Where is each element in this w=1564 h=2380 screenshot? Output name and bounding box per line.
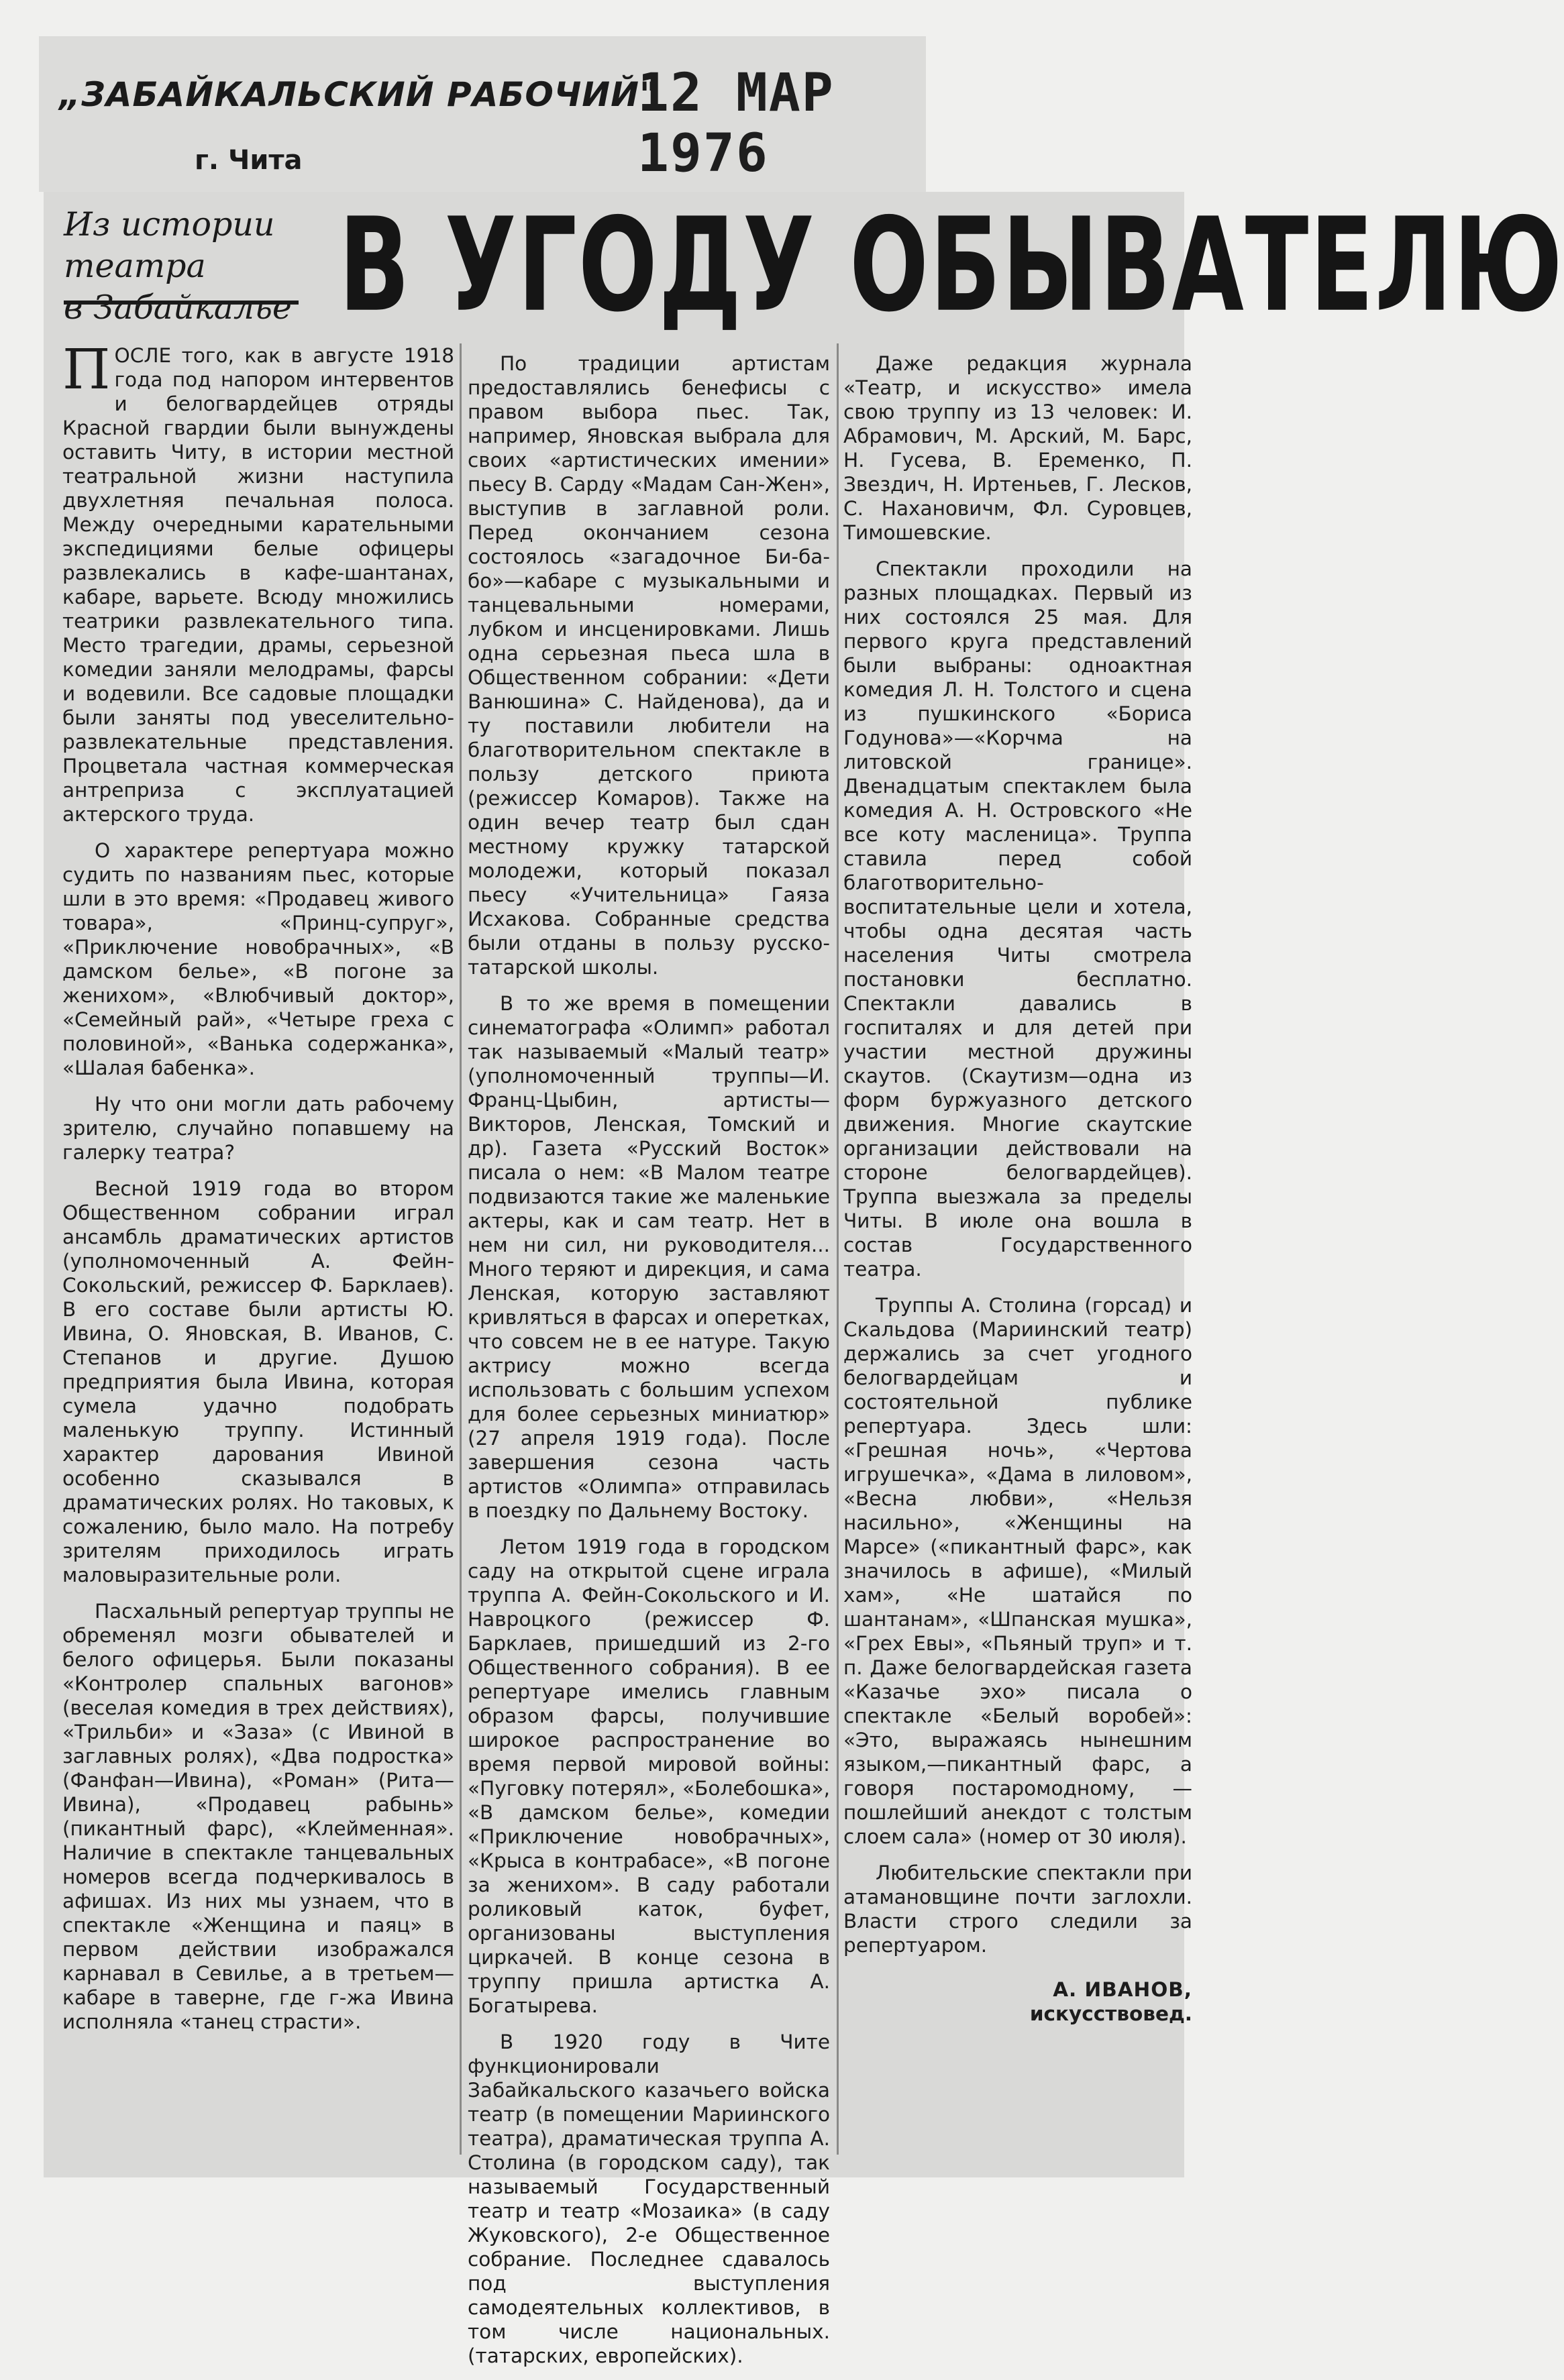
rubric (64, 204, 319, 329)
paragraph-5: Пасхальный репертуар труппы не обременял мозги обывателей и белого офицерья. Были показаны «Контролер спальных вагонов» (веселая комедия в трех действиях), «Трильби» и «Заза» (с Ивиной в заглавных ролях), «Два подростка» (Фанфан—Ивина), «Роман» (Рита—Ивина), «Продавец рабынь» (пикантный фарс), «Клейменная». Наличие в спектакле танцевальных номеров всегда подчеркивалось в афишах. Из них мы узнаем, что в спектакле «Женщина и паяц» в первом действии изображался карнавал в Севилье, а в третьем—кабаре в таверне, где г-жа Ивина исполняла «танец страсти». (62, 1600, 454, 2033)
newspaper-city: г. Чита (195, 145, 303, 176)
rubric-line-2: в Забайкалье (64, 288, 292, 327)
author-title: искусствовед. (1029, 2002, 1192, 2025)
article-column-2 (468, 351, 830, 2380)
masthead-clipping (39, 36, 926, 192)
paragraph-3: Ну что они могли дать рабочему зрителю, случайно попавшему на галерку театра? (62, 1093, 454, 1164)
paragraph-6: По традиции артистам предоставлялись бенефисы с правом выбора пьес. Так, например, Яновская выбрала для своих «артистических имении» пьесу В. Сарду «Мадам Сан-Жен», выступив в заглавной роли. Перед окончанием сезона состоялось «загадочное Би-ба-бо»—кабаре с музыкальными и танцевальными номерами, лубком и инсценировками. Лишь одна серьезная пьеса шла в Общественном собрании: «Дети Ванюшина» С. Найденова), да и ту поставили любители на благотворительном спектакле в пользу детского приюта (режиссер Комаров). Также на один вечер театр был сдан местному кружку татарской молодежи, который показал пьесу «Учительница» Гаяза Исхакова. Собранные средства были отданы в пользу русско-татарской школы. (468, 352, 830, 979)
paragraph-10: Даже редакция журнала «Театр, и искусство» имела свою труппу из 13 человек: И. Абрамович, М. Арский, М. Барс, Н. Гусева, В. Еременко, П. Звездич, Н. Иртеньев, Г. Лесков, С. Нахановичм, Фл. Суровцев, Тимошевские. (843, 352, 1192, 544)
paragraph-11: Спектакли проходили на разных площадках. Первый из них состоялся 25 мая. Для первого круга представлений были выбраны: одноактная комедия Л. Н. Толстого и сцена из пушкинского «Бориса Годунова»—«Корчма на литовской границе». Двенадцатым спектаклем была комедия А. Н. Островского «Не все коту масленица». Труппа ставила перед собой благотворительно-воспитательные цели и хотела, чтобы одна десятая часть населения Читы смотрела постановки бесплатно. Спектакли давались в госпиталях и для детей при участии местной дружины скаутов. (Скаутизм—одна из форм буржуазного детского движения. Многие скаутские организации действовали на стороне белогвардейцев). Труппа выезжала за пределы Читы. В июле она вошла в состав Государственного театра. (843, 557, 1192, 1281)
paragraph-2: О характере репертуара можно судить по названиям пьес, которые шли в это время: «Продавец живого товара», «Принц-супруг», «Приключение новобрачных», «В дамском белье», «В погоне за женихом», «Влюбчивый доктор», «Семейный рай», «Четыре греха с половиной», «Ванька содержанка», «Шалая бабенка». (62, 839, 454, 1079)
article-column-3 (843, 351, 1192, 2026)
paragraph-12: Труппы А. Столина (горсад) и Скальдова (Мариинский театр) держались за счет угодного белогвардейцам и состоятельной публике репертуара. Здесь шли: «Грешная ночь», «Чертова игрушечка», «Дама в лиловом», «Весна любви», «Нельзя насильно», «Женщины на Марсе» («пикантный фарс», как значилось в афише), «Милый хам», «Не шатайся по шантанам», «Шпанская мушка», «Грех Евы», «Пьяный труп» и т. п. Даже белогвардейская газета «Казачье эхо» писала о спектакле «Белый воробей»: «Это, выражаясь нынешним языком,—пикантный фарс, а говоря постаромодному, — пошлейший анекдот с толстым слоем сала» (номер от 30 июля). (843, 1294, 1192, 1848)
paragraph-1: ПОСЛЕ того, как в августе 1918 года под напором интервентов и белогвардейцев отряды Красной гвардии были вынуждены оставить Читу, в истории местной театральной жизни наступила двухлетняя печальная полоса. Между очередными карательными экспедициями белые офицеры развлекались в кафе-шантанах, кабаре, варьете. Всюду множились театрики развлекательного типа. Место трагедии, драмы, серьезной комедии заняли мелодрамы, фарсы и водевили. Все садовые площадки были заняты под увеселительно-развлекательные представления. Процветала частная коммерческая антреприза с эксплуатацией актерского труда. (62, 338, 454, 826)
rubric-underline (64, 301, 299, 305)
author-name: А. ИВАНОВ, (1053, 1978, 1192, 2001)
paragraph-4: Весной 1919 года во втором Общественном собрании играл ансамбль драматических артистов (уполномоченный А. Фейн-Сокольский, режиссер Ф. Барклаев). В его составе были артисты Ю. Ивина, О. Яновская, В. Иванов, С. Степанов и другие. Душою предприятия была Ивина, которая сумела удачно подобрать маленькую труппу. Истинный характер дарования Ивиной особенно сказывался в драматических ролях. Но таковых, к сожалению, было мало. На потребу зрителям приходилось играть маловыразительные роли. (62, 1177, 454, 1586)
column-rule (460, 343, 462, 2155)
paragraph-13: Любительские спектакли при атамановщине почти заглохли. Власти строго следили за репертуаром. (843, 1861, 1192, 1957)
article-clipping (44, 191, 1564, 2367)
date-stamp: 12 МАР 1976 (637, 63, 835, 184)
rubric-line-1: Из истории театра (64, 205, 275, 285)
paragraph-9: В 1920 году в Чите функционировали Забайкальского казачьего войска театр (в помещении Мариинского театра), драматическая труппа А. Столина (в городском саду), так называемый Государственный театр и театр «Мозаика» (в саду Жуковского), 2-е Общественное собрание. Последнее сдавалось под выступления самодеятельных коллективов, в том числе национальных. (татарских, европейских). (468, 2031, 830, 2367)
newspaper-name: „ЗАБАЙКАЛЬСКИЙ РАБОЧИЙ" (59, 75, 658, 114)
drop-cap: П (62, 338, 111, 402)
article-headline: В УГОДУ ОБЫВАТЕЛЮ (339, 191, 1564, 341)
paragraph-7: В то же время в помещении синематографа «Олимп» работал так называемый «Малый театр» (уполномоченный труппы—И. Франц-Цыбин, артисты—Викторов, Ленская, Томский и др). Газета «Русский Восток» писала о нем: «В Малом театре подвизаются такие же маленькие актеры, как и сам театр. Нет в нем ни сил, ни руководителя... Много теряют и дирекция, и сама Ленская, которую заставляют кривляться в фарсах и оперетках, что совсем не в ее натуре. Такую актрису можно всегда использовать с большим успехом для более серьезных миниатюр» (27 апреля 1919 года). После завершения сезона часть артистов «Олимпа» отправилась в поездку по Дальнему Востоку. (468, 992, 830, 1522)
column-rule (837, 343, 839, 2155)
paragraph-8: Летом 1919 года в городском саду на открытой сцене играла труппа А. Фейн-Сокольского и И. Навроцкого (режиссер Ф. Барклаев, пришедший из 2-го Общественного собрания). В ее репертуаре имелись главным образом фарсы, получившие широкое распространение во время первой мировой войны: «Пуговку потерял», «Болебошка», «В дамском белье», комедии «Приключение новобрачных», «Крыса в контрабасе», «В погоне за женихом». В саду работали роликовый каток, буфет, организованы выступления циркачей. В конце сезона в труппу пришла артистка А. Богатырева. (468, 1535, 830, 2017)
article-column-1 (62, 338, 454, 2046)
